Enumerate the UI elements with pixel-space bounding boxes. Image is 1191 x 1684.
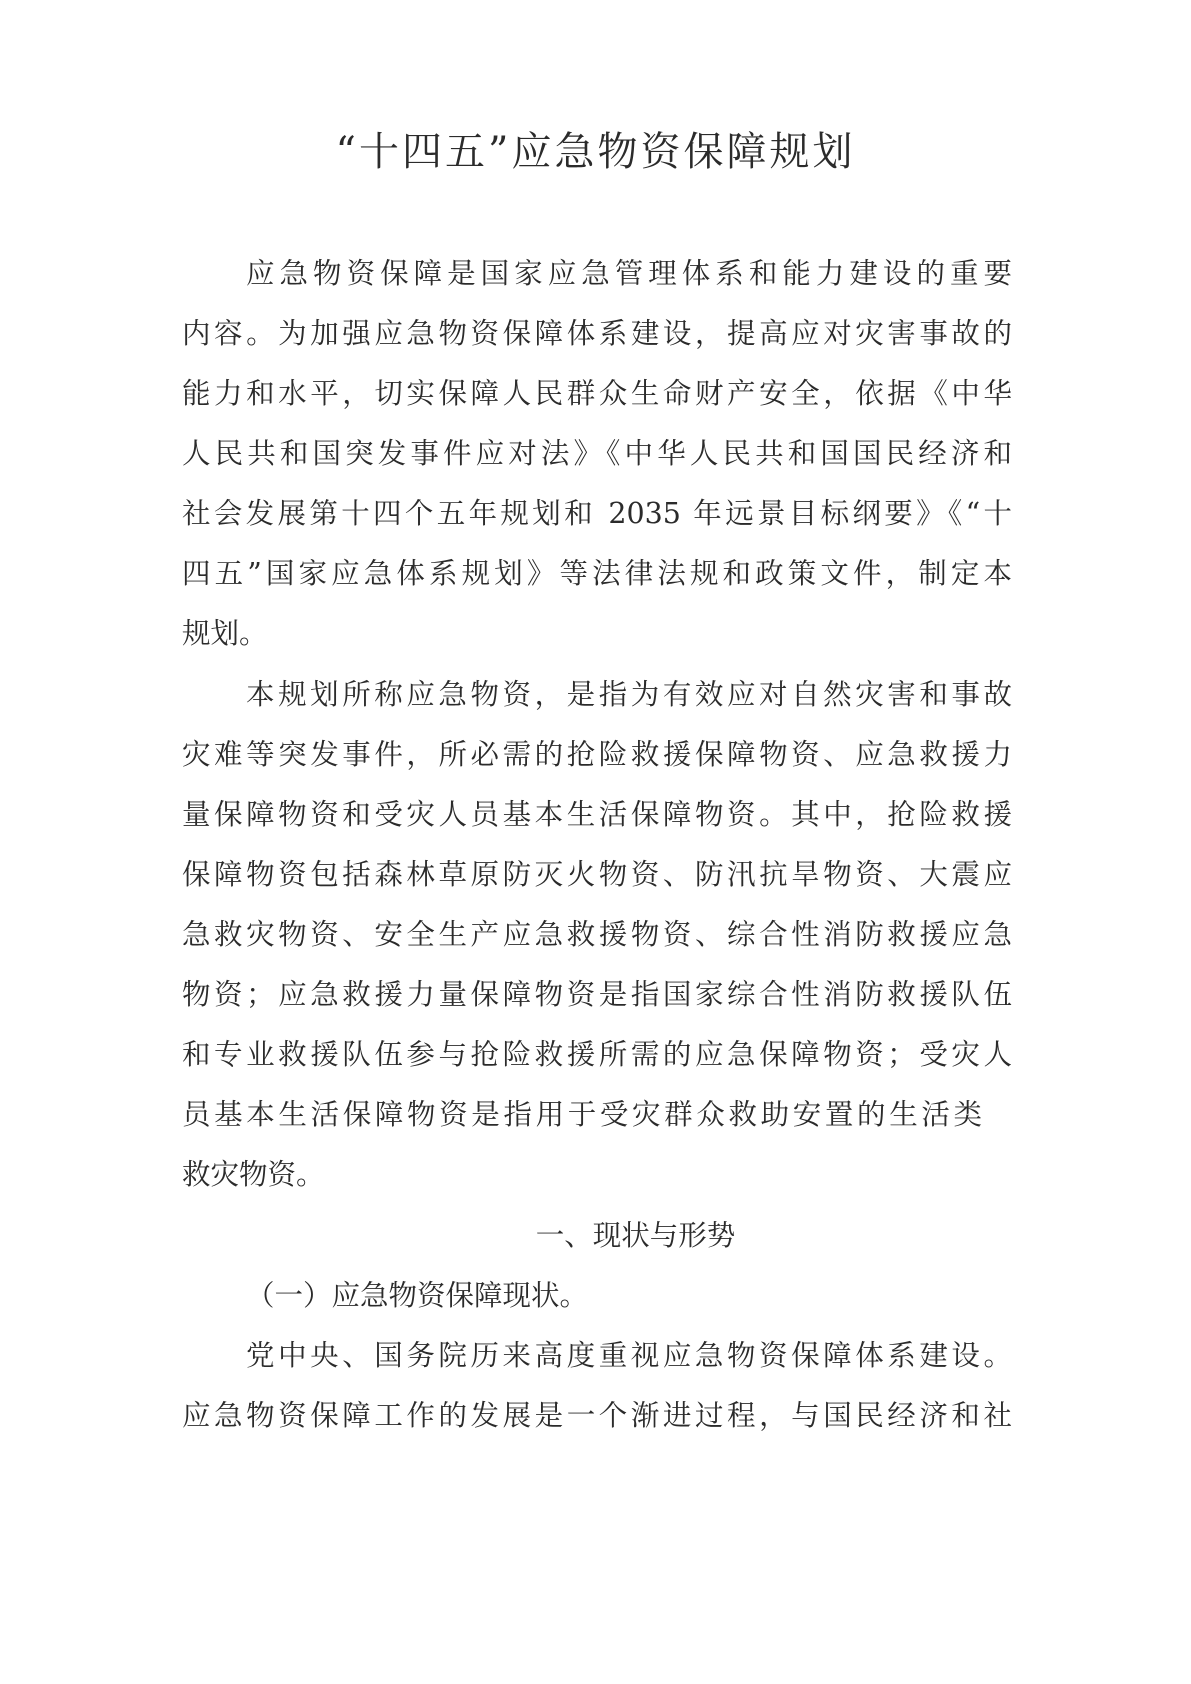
- paragraph-line: 和专业救援队伍参与抢险救援所需的应急保障物资；受灾人: [182, 1038, 1012, 1071]
- paragraph-line: 社会发展第十四个五年规划和 2035 年远景目标纲要》《“十: [182, 497, 1012, 530]
- paragraph-line: 保障物资包括森林草原防灭火物资、防汛抗旱物资、大震应: [182, 858, 1012, 891]
- paragraph-line: 四五”国家应急体系规划》等法律法规和政策文件，制定本: [182, 557, 1012, 590]
- paragraph-line: 人民共和国突发事件应对法》《中华人民共和国国民经济和: [182, 437, 1012, 470]
- subsection-heading: （一）应急物资保障现状。: [246, 1279, 589, 1312]
- paragraph-line: 规划。: [182, 617, 268, 650]
- paragraph-line: 内容。为加强应急物资保障体系建设，提高应对灾害事故的: [182, 317, 1012, 350]
- paragraph-line: 应急物资保障工作的发展是一个渐进过程，与国民经济和社: [182, 1399, 1012, 1432]
- paragraph-line: 救灾物资。: [182, 1158, 325, 1191]
- document-title: “十四五”应急物资保障规划: [335, 129, 856, 175]
- paragraph-line: 量保障物资和受灾人员基本生活保障物资。其中，抢险救援: [182, 798, 1012, 831]
- paragraph-line: 物资；应急救援力量保障物资是指国家综合性消防救援队伍: [182, 978, 1012, 1011]
- paragraph-line: 应急物资保障是国家应急管理体系和能力建设的重要: [246, 257, 1012, 290]
- paragraph-line: 灾难等突发事件，所必需的抢险救援保障物资、应急救援力: [182, 738, 1012, 771]
- paragraph-line: 党中央、国务院历来高度重视应急物资保障体系建设。: [246, 1339, 1012, 1372]
- paragraph-line: 能力和水平，切实保障人民群众生命财产安全，依据《中华: [182, 377, 1012, 410]
- paragraph-line: 急救灾物资、安全生产应急救援物资、综合性消防救援应急: [182, 918, 1012, 951]
- paragraph-line: 本规划所称应急物资，是指为有效应对自然灾害和事故: [246, 678, 1012, 711]
- section-heading: 一、现状与形势: [535, 1219, 736, 1252]
- paragraph-line: 员基本生活保障物资是指用于受灾群众救助安置的生活类: [182, 1098, 982, 1131]
